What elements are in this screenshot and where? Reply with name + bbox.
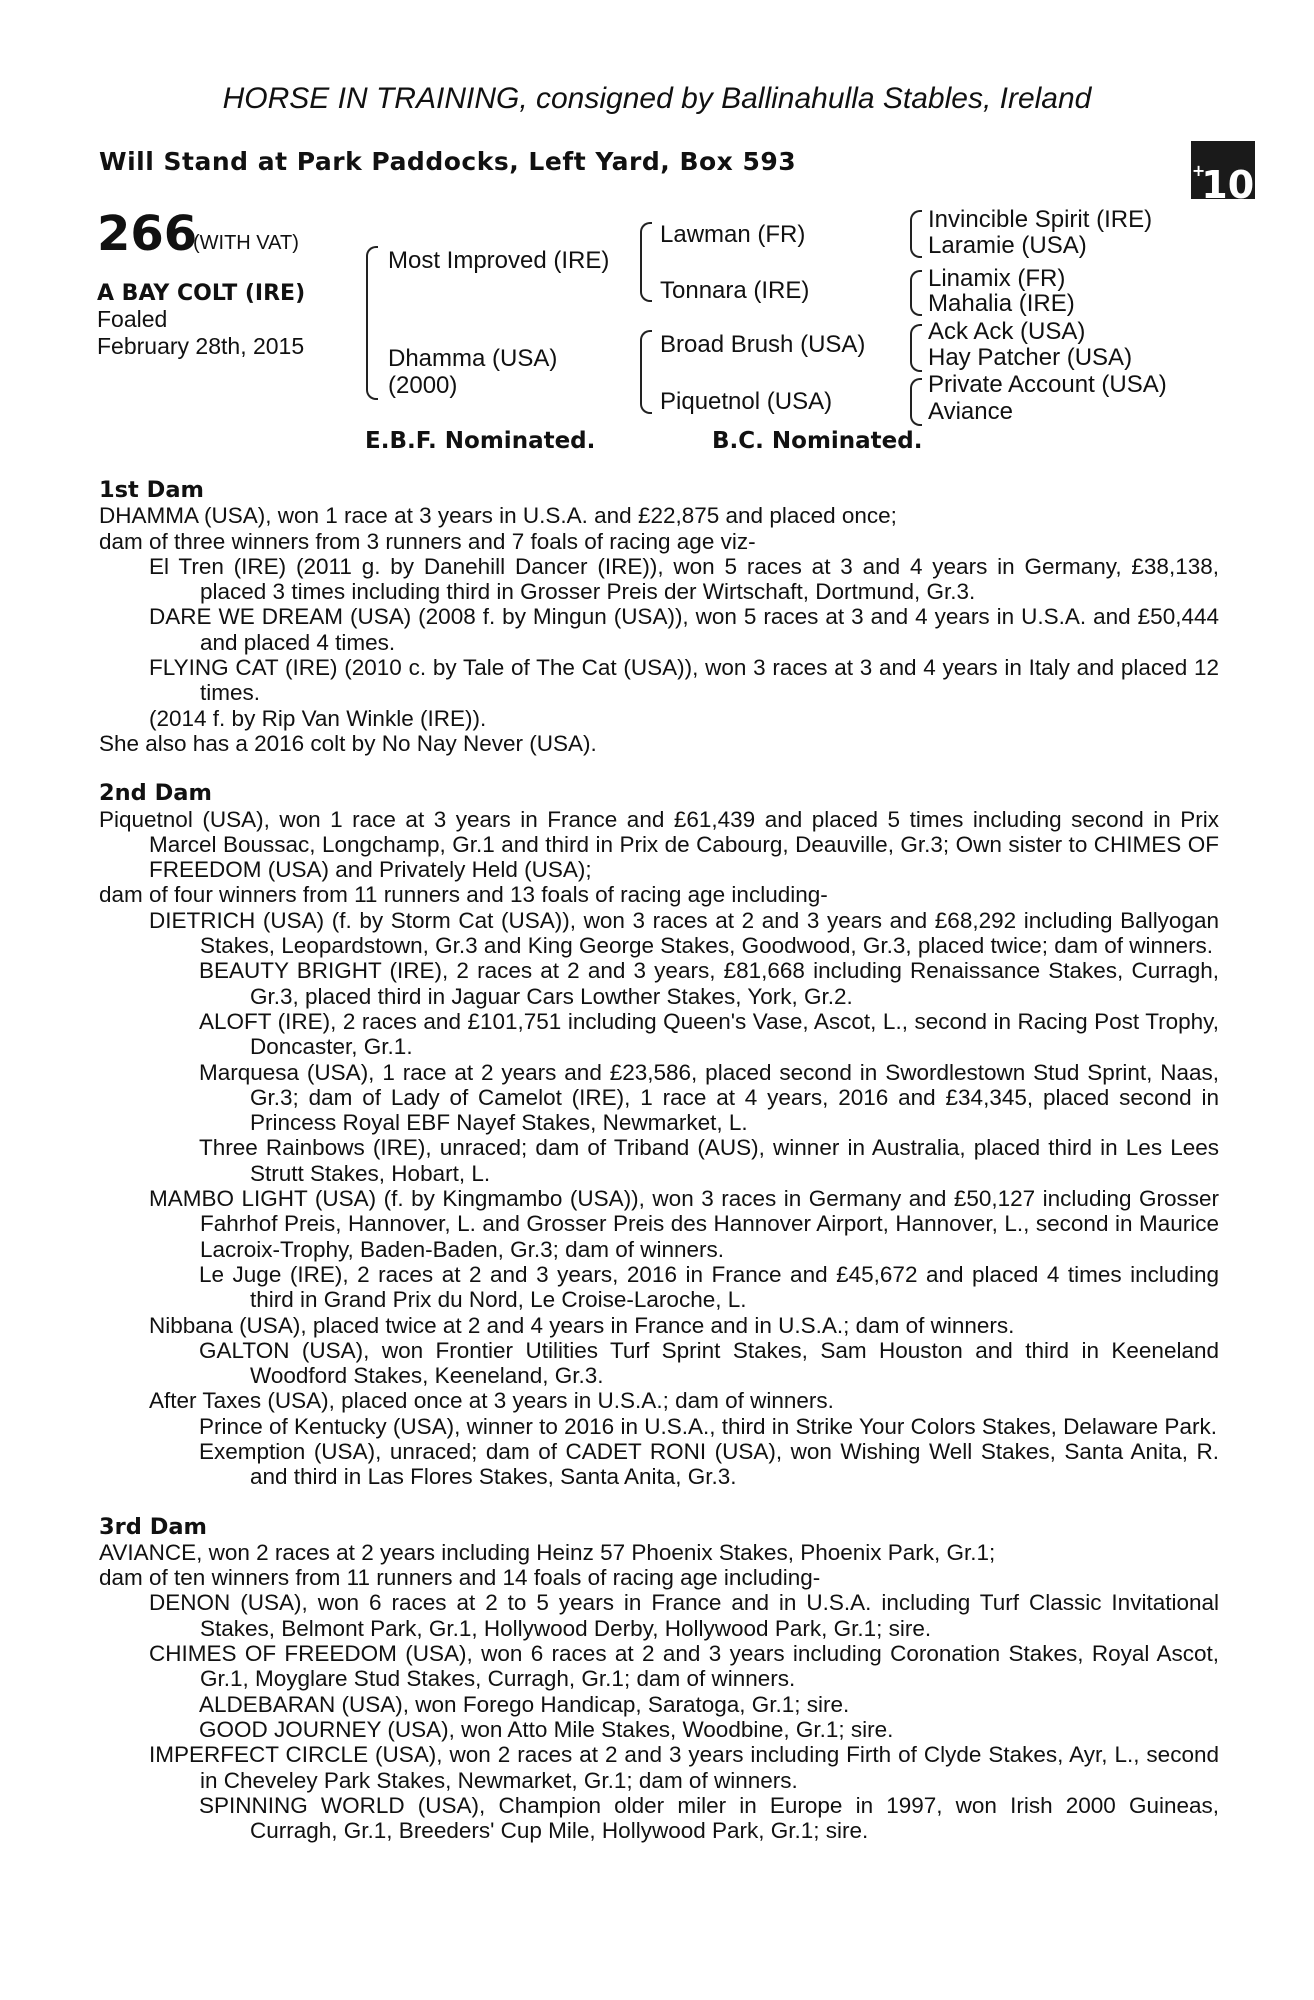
lot-number: 266	[97, 206, 198, 262]
dam3-heading: 3rd Dam	[99, 1513, 207, 1540]
pedigree-g2: Laramie (USA)	[928, 232, 1087, 259]
pedigree-brace-main	[366, 246, 378, 400]
dam3-line-5: GOOD JOURNEY (USA), won Atto Mile Stakes, Woodbine, Gr.1; sire.	[199, 1716, 894, 1742]
dam2-line-13: Exemption (USA), unraced; dam of CADET RONI (USA), won Wishing Well Stakes, Santa Anita, R. and third in Las Flores Stakes, Santa Anita, Gr.3.	[199, 1438, 1219, 1490]
dam2-line-12: Prince of Kentucky (USA), winner to 2016 in U.S.A., third in Strike Your Colors Stakes, Delaware Park.	[199, 1413, 1217, 1439]
dam2-line-10: GALTON (USA), won Frontier Utilities Turf Sprint Stakes, Sam Houston and third in Keeneland Woodford Stakes, Keeneland, Gr.3.	[199, 1337, 1219, 1389]
pedigree-dam-dam: Piquetnol (USA)	[660, 388, 833, 415]
dam1-line-6: She also has a 2016 colt by No Nay Never (USA).	[99, 730, 597, 756]
dam1-line-3: DARE WE DREAM (USA) (2008 f. by Mingun (USA)), won 5 races at 3 and 4 years in U.S.A. and £50,444 and placed 4 times.	[149, 604, 1219, 655]
dam3-line-4: ALDEBARAN (USA), won Forego Handicap, Saratoga, Gr.1; sire.	[199, 1691, 850, 1717]
foaled-label: Foaled	[97, 306, 168, 332]
badge-number: 10	[1201, 163, 1255, 207]
foaled-date: February 28th, 2015	[97, 333, 305, 359]
pedigree-g5: Ack Ack (USA)	[928, 318, 1086, 345]
dam3-line-6: IMPERFECT CIRCLE (USA), won 2 races at 2 and 3 years including Firth of Clyde Stakes, Ayr, L., second in Cheveley Park Stakes, Newmarket, Gr.1; dam of winners.	[149, 1742, 1219, 1793]
dam3-line-1: dam of ten winners from 11 runners and 14 foals of racing age including-	[99, 1565, 821, 1591]
pedigree-brace-g2	[910, 270, 922, 316]
pedigree-dam: Dhamma (USA)	[388, 345, 558, 372]
pedigree-sire: Most Improved (IRE)	[388, 247, 610, 274]
dam2-line-6: Three Rainbows (IRE), unraced; dam of Triband (AUS), winner in Australia, placed third in Les Lees Strutt Stakes, Hobart, L.	[199, 1135, 1219, 1186]
dam2-line-1: dam of four winners from 11 runners and 13 foals of racing age including-	[99, 882, 828, 908]
dam3-line-7: SPINNING WORLD (USA), Champion older miler in Europe in 1997, won Irish 2000 Guineas, Curragh, Gr.1, Breeders' Cup Mile, Hollywood Park, Gr.1; sire.	[199, 1792, 1219, 1844]
pedigree-g7: Private Account (USA)	[928, 371, 1167, 398]
page-title: HORSE IN TRAINING, consigned by Ballinahulla Stables, Ireland	[222, 82, 1092, 115]
box-badge	[1191, 141, 1255, 207]
dam3-line-0: AVIANCE, won 2 races at 2 years including Heinz 57 Phoenix Stakes, Phoenix Park, Gr.1;	[99, 1539, 996, 1565]
badge-plus: +	[1191, 161, 1206, 180]
pedigree-g8: Aviance	[928, 398, 1013, 425]
pedigree-g4: Mahalia (IRE)	[928, 290, 1075, 317]
dam3-line-3: CHIMES OF FREEDOM (USA), won 6 races at 2 and 3 years including Coronation Stakes, Royal Ascot, Gr.1, Moyglare Stud Stakes, Curragh, Gr.1; dam of winners.	[149, 1641, 1219, 1692]
dam2-line-0: Piquetnol (USA), won 1 race at 3 years in France and £61,439 and placed 5 times including second in Prix Marcel Boussac, Longchamp, Gr.1 and third in Prix de Cabourg, Deauville, Gr.3; Own sister to CHIMES OF FREEDOM (USA) and Privately Held (USA);	[99, 806, 1219, 883]
pedigree-g3: Linamix (FR)	[928, 265, 1066, 292]
dam1-line-0: DHAMMA (USA), won 1 race at 3 years in U.S.A. and £22,875 and placed once;	[99, 503, 897, 529]
dam2-line-5: Marquesa (USA), 1 race at 2 years and £23,586, placed second in Swordlestown Stud Sprint, Naas, Gr.3; dam of Lady of Camelot (IRE), 1 race at 4 years, 2016 and £34,345, placed second in Princess Royal EBF Nayef Stakes, Newmarket, L.	[199, 1059, 1219, 1136]
pedigree-brace-g4	[910, 378, 922, 426]
dam2-line-2: DIETRICH (USA) (f. by Storm Cat (USA)), won 3 races at 2 and 3 years and £68,292 including Ballyogan Stakes, Leopardstown, Gr.3 and King George Stakes, Goodwood, Gr.3, placed twice; dam of winners.	[149, 907, 1219, 959]
dam2-line-9: Nibbana (USA), placed twice at 2 and 4 years in France and in U.S.A.; dam of winners.	[149, 1312, 1015, 1338]
lot-description: A BAY COLT (IRE)	[97, 281, 306, 306]
pedigree-brace-g3	[910, 324, 922, 372]
dam2-heading: 2nd Dam	[99, 780, 212, 807]
pedigree-brace-dam	[640, 330, 652, 414]
ebf-nominated: E.B.F. Nominated.	[365, 428, 596, 454]
pedigree-brace-g1	[910, 210, 922, 258]
lot-vat: (WITH VAT)	[193, 232, 299, 254]
bc-nominated: B.C. Nominated.	[712, 428, 923, 454]
dam2-line-3: BEAUTY BRIGHT (IRE), 2 races at 2 and 3 years, £81,668 including Renaissance Stakes, Curragh, Gr.3, placed third in Jaguar Cars Lowther Stakes, York, Gr.2.	[199, 958, 1219, 1009]
catalogue-body	[99, 478, 1219, 1843]
dam1-line-2: El Tren (IRE) (2011 g. by Danehill Dancer (IRE)), won 5 races at 3 and 4 years in Germany, £38,138, placed 3 times including third in Grosser Preis der Wirtschaft, Dortmund, Gr.3.	[149, 553, 1219, 605]
stand-location: Will Stand at Park Paddocks, Left Yard, Box 593	[99, 147, 797, 176]
dam2-line-8: Le Juge (IRE), 2 races at 2 and 3 years, 2016 in France and £45,672 and placed 4 times including third in Grand Prix du Nord, Le Croise-Laroche, L.	[199, 1261, 1219, 1313]
dam2-line-7: MAMBO LIGHT (USA) (f. by Kingmambo (USA)), won 3 races in Germany and £50,127 including Grosser Fahrhof Preis, Hannover, L. and Grosser Preis des Hannover Airport, Hannover, L., second in Maurice Lacroix-Trophy, Baden-Baden, Gr.3; dam of winners.	[149, 1186, 1219, 1262]
pedigree-g6: Hay Patcher (USA)	[928, 344, 1133, 371]
pedigree-brace-sire	[640, 222, 652, 302]
pedigree-sire-sire: Lawman (FR)	[660, 221, 806, 248]
dam1-line-1: dam of three winners from 3 runners and 7 foals of racing age viz-	[99, 528, 756, 554]
dam1-line-5: (2014 f. by Rip Van Winkle (IRE)).	[149, 705, 487, 731]
pedigree-g1: Invincible Spirit (IRE)	[928, 206, 1153, 233]
pedigree-dam-sire: Broad Brush (USA)	[660, 331, 866, 358]
dam3-line-2: DENON (USA), won 6 races at 2 to 5 years in France and in U.S.A. including Turf Classic Invitational Stakes, Belmont Park, Gr.1, Hollywood Derby, Hollywood Park, Gr.1; sire.	[149, 1590, 1219, 1641]
pedigree-sire-dam: Tonnara (IRE)	[660, 277, 810, 304]
dam1-line-4: FLYING CAT (IRE) (2010 c. by Tale of The Cat (USA)), won 3 races at 3 and 4 years in Italy and placed 12 times.	[149, 655, 1219, 706]
dam2-line-11: After Taxes (USA), placed once at 3 years in U.S.A.; dam of winners.	[149, 1388, 834, 1414]
dam2-line-4: ALOFT (IRE), 2 races and £101,751 including Queen's Vase, Ascot, L., second in Racing Post Trophy, Doncaster, Gr.1.	[199, 1008, 1219, 1060]
pedigree-dam-year: (2000)	[388, 372, 458, 399]
dam1-heading: 1st Dam	[99, 477, 204, 503]
